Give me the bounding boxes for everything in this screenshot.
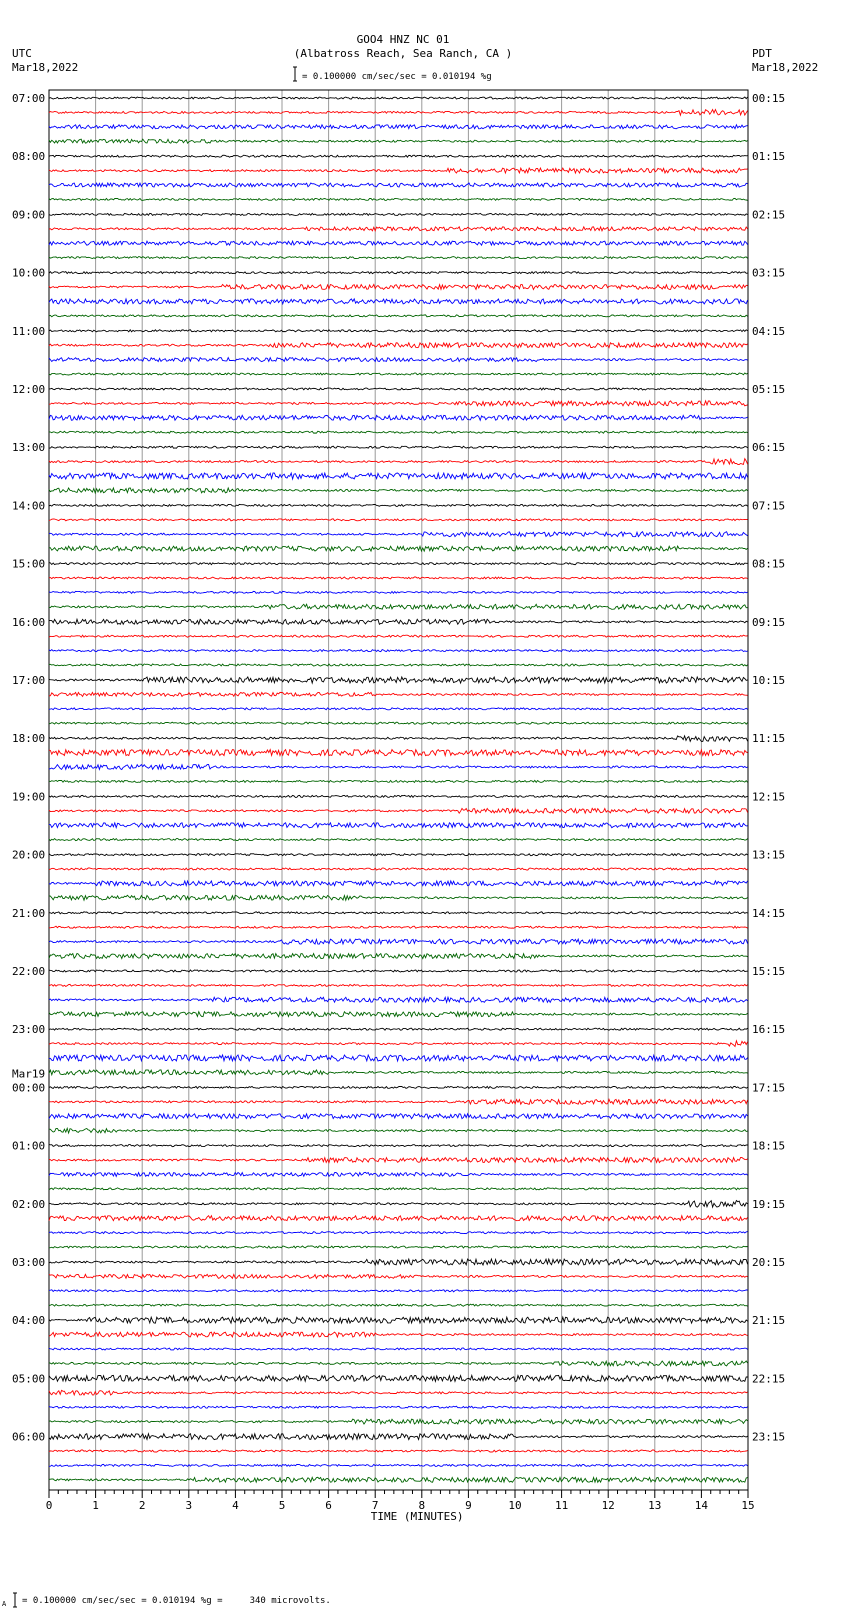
trace-7-2 [49, 532, 748, 537]
trace-22-0 [49, 1375, 748, 1381]
trace-11-3 [49, 780, 748, 782]
utc-hour-label: 04:00 [12, 1314, 46, 1328]
x-tick-label: 4 [232, 1499, 239, 1512]
trace-1-1 [49, 168, 748, 173]
trace-22-3 [49, 1419, 748, 1424]
utc-hour-label: 15:00 [12, 557, 46, 571]
pdt-hour-label: 01:15 [752, 150, 786, 164]
trace-15-3 [49, 1012, 748, 1017]
trace-12-0 [49, 795, 748, 797]
trace-8-2 [49, 591, 748, 593]
trace-0-0 [49, 97, 748, 99]
scale-bars [13, 67, 297, 1607]
trace-1-2 [49, 183, 748, 187]
trace-16-1 [49, 1041, 748, 1047]
utc-hour-label: 21:00 [12, 906, 46, 920]
trace-6-1 [49, 459, 748, 465]
trace-2-0 [49, 213, 748, 215]
trace-23-2 [49, 1464, 748, 1466]
trace-18-3 [49, 1188, 748, 1190]
trace-20-0 [49, 1259, 748, 1265]
x-tick-label: 3 [185, 1499, 193, 1512]
trace-9-1 [49, 635, 748, 637]
pdt-hour-label: 07:15 [752, 499, 786, 513]
utc-hour-label: 11:00 [12, 324, 46, 338]
trace-13-2 [49, 881, 748, 886]
x-tick-label: 10 [508, 1499, 522, 1512]
trace-6-2 [49, 473, 748, 479]
trace-2-1 [49, 227, 748, 231]
trace-11-0 [49, 736, 748, 742]
trace-18-2 [49, 1172, 748, 1176]
trace-13-3 [49, 895, 748, 900]
trace-1-0 [49, 155, 748, 157]
pdt-hour-label: 02:15 [752, 208, 786, 222]
pdt-hour-label: 20:15 [752, 1256, 786, 1269]
trace-0-3 [49, 139, 748, 143]
utc-hour-label: 10:00 [12, 266, 46, 280]
trace-11-1 [49, 750, 748, 756]
trace-9-2 [49, 650, 748, 652]
utc-hour-label: 00:00 [12, 1081, 46, 1095]
trace-22-2 [49, 1406, 748, 1408]
day-change-label: Mar19 [12, 1067, 46, 1081]
location-subtitle: (Albatross Reach, Sea Ranch, CA ) [293, 47, 513, 60]
utc-hour-label: 12:00 [12, 383, 46, 396]
trace-12-2 [49, 823, 748, 828]
trace-14-2 [49, 939, 748, 944]
x-tick-label: 5 [278, 1499, 286, 1512]
utc-hour-label: 06:00 [12, 1430, 46, 1444]
trace-4-1 [49, 343, 748, 348]
trace-12-1 [49, 808, 748, 813]
trace-23-3 [49, 1477, 748, 1482]
x-tick-label: 13 [648, 1499, 662, 1512]
pdt-hour-label: 23:15 [752, 1430, 786, 1444]
trace-21-0 [49, 1317, 748, 1323]
trace-3-1 [49, 285, 748, 290]
trace-13-0 [49, 854, 748, 856]
x-tick-label: 2 [138, 1499, 146, 1512]
x-tick-label: 9 [465, 1499, 472, 1512]
trace-21-1 [49, 1332, 748, 1337]
trace-23-0 [49, 1434, 748, 1440]
trace-3-0 [49, 272, 748, 274]
trace-20-2 [49, 1290, 748, 1292]
pdt-hour-label: 06:15 [752, 441, 786, 455]
trace-17-2 [49, 1114, 748, 1119]
x-tick-label: 7 [371, 1499, 379, 1512]
trace-3-3 [49, 315, 748, 317]
trace-18-0 [49, 1145, 748, 1147]
trace-19-3 [49, 1246, 748, 1248]
trace-8-3 [49, 604, 748, 609]
trace-14-3 [49, 954, 748, 959]
pdt-hour-label: 15:15 [752, 965, 786, 978]
utc-hour-label: 18:00 [12, 732, 46, 746]
trace-19-2 [49, 1232, 748, 1234]
pdt-hour-label: 19:15 [752, 1197, 786, 1211]
x-tick-label: 12 [601, 1499, 615, 1512]
trace-23-1 [49, 1450, 748, 1452]
utc-hour-label: 20:00 [12, 848, 46, 862]
trace-19-0 [49, 1201, 748, 1208]
pdt-hour-label: 21:15 [752, 1314, 786, 1328]
pdt-hour-label: 09:15 [752, 615, 786, 629]
trace-14-1 [49, 926, 748, 928]
pdt-hour-label: 11:15 [752, 732, 786, 746]
trace-9-3 [49, 664, 748, 666]
trace-5-3 [49, 431, 748, 433]
trace-17-0 [49, 1086, 748, 1088]
trace-15-2 [49, 997, 748, 1002]
trace-10-2 [49, 708, 748, 710]
trace-21-3 [49, 1361, 748, 1366]
utc-hour-label: 22:00 [12, 965, 46, 978]
trace-2-2 [49, 241, 748, 245]
hour-labels [12, 92, 785, 1444]
pdt-hour-label: 12:15 [752, 790, 786, 804]
utc-hour-label: 17:00 [12, 674, 46, 687]
trace-9-0 [49, 619, 748, 624]
utc-hour-label: 05:00 [12, 1372, 46, 1386]
trace-17-3 [49, 1128, 748, 1133]
trace-6-0 [49, 446, 748, 448]
utc-hour-label: 08:00 [12, 150, 46, 164]
left-date: Mar18,2022 [12, 61, 79, 74]
pdt-hour-label: 05:15 [752, 383, 786, 396]
trace-11-2 [49, 765, 748, 770]
trace-layer [49, 97, 748, 1482]
pdt-hour-label: 04:15 [752, 324, 786, 338]
trace-15-1 [49, 984, 748, 986]
trace-1-3 [49, 198, 748, 200]
utc-hour-label: 02:00 [12, 1197, 46, 1211]
x-tick-label: 1 [92, 1499, 99, 1512]
trace-16-3 [49, 1070, 748, 1075]
trace-12-3 [49, 839, 748, 841]
trace-0-1 [49, 110, 748, 116]
x-tick-label: 0 [45, 1499, 53, 1512]
scale-label: = 0.100000 cm/sec/sec = 0.010194 %g [302, 72, 492, 82]
utc-hour-label: 23:00 [12, 1023, 46, 1037]
trace-15-0 [49, 970, 748, 972]
trace-0-2 [49, 125, 748, 129]
right-date: Mar18,2022 [752, 61, 819, 74]
footer-mark: A [2, 1600, 7, 1608]
trace-17-1 [49, 1099, 748, 1104]
left-timezone: UTC [12, 47, 32, 60]
pdt-hour-label: 00:15 [752, 92, 786, 105]
x-axis [46, 1490, 755, 1523]
trace-10-0 [49, 677, 748, 683]
pdt-hour-label: 08:15 [752, 557, 786, 571]
trace-22-1 [49, 1390, 748, 1395]
trace-21-2 [49, 1348, 748, 1350]
utc-hour-label: 14:00 [12, 499, 46, 513]
trace-5-0 [49, 388, 748, 390]
footer-scale-label: = 0.100000 cm/sec/sec = 0.010194 %g = 340 microvolts. [22, 1596, 331, 1606]
station-title: GOO4 HNZ NC 01 [356, 33, 450, 46]
trace-8-1 [49, 577, 748, 579]
trace-10-3 [49, 722, 748, 724]
pdt-hour-label: 10:15 [752, 674, 786, 687]
trace-4-3 [49, 373, 748, 375]
utc-hour-label: 16:00 [12, 615, 46, 629]
trace-7-1 [49, 519, 748, 521]
utc-hour-label: 01:00 [12, 1139, 46, 1153]
pdt-hour-label: 14:15 [752, 906, 786, 920]
trace-4-2 [49, 358, 748, 362]
trace-19-1 [49, 1216, 748, 1221]
right-timezone: PDT [752, 47, 772, 60]
trace-2-3 [49, 257, 748, 259]
pdt-hour-label: 03:15 [752, 266, 786, 280]
pdt-hour-label: 16:15 [752, 1023, 786, 1037]
x-tick-label: 8 [418, 1499, 426, 1512]
trace-5-1 [49, 401, 748, 406]
x-tick-label: 11 [554, 1499, 569, 1512]
utc-hour-label: 03:00 [12, 1256, 46, 1269]
pdt-hour-label: 22:15 [752, 1372, 786, 1386]
utc-hour-label: 19:00 [12, 790, 46, 804]
trace-8-0 [49, 563, 748, 565]
x-tick-label: 14 [694, 1499, 709, 1512]
trace-6-3 [49, 488, 748, 493]
trace-7-0 [49, 504, 748, 506]
pdt-hour-label: 13:15 [752, 848, 786, 862]
x-tick-label: 15 [741, 1499, 755, 1512]
trace-16-2 [49, 1055, 748, 1061]
x-tick-label: 6 [325, 1499, 332, 1512]
trace-7-3 [49, 546, 748, 551]
trace-20-3 [49, 1304, 748, 1306]
trace-18-1 [49, 1158, 748, 1163]
trace-16-0 [49, 1028, 748, 1030]
utc-hour-label: 13:00 [12, 441, 46, 455]
trace-14-0 [49, 912, 748, 914]
trace-4-0 [49, 330, 748, 332]
pdt-hour-label: 17:15 [752, 1081, 786, 1095]
utc-hour-label: 09:00 [12, 208, 46, 222]
pdt-hour-label: 18:15 [752, 1139, 786, 1153]
trace-5-2 [49, 415, 748, 420]
trace-20-1 [49, 1274, 748, 1278]
trace-13-1 [49, 868, 748, 870]
trace-10-1 [49, 692, 748, 696]
utc-hour-label: 07:00 [12, 92, 46, 105]
trace-3-2 [49, 299, 748, 304]
x-axis-title: TIME (MINUTES) [370, 1510, 464, 1523]
